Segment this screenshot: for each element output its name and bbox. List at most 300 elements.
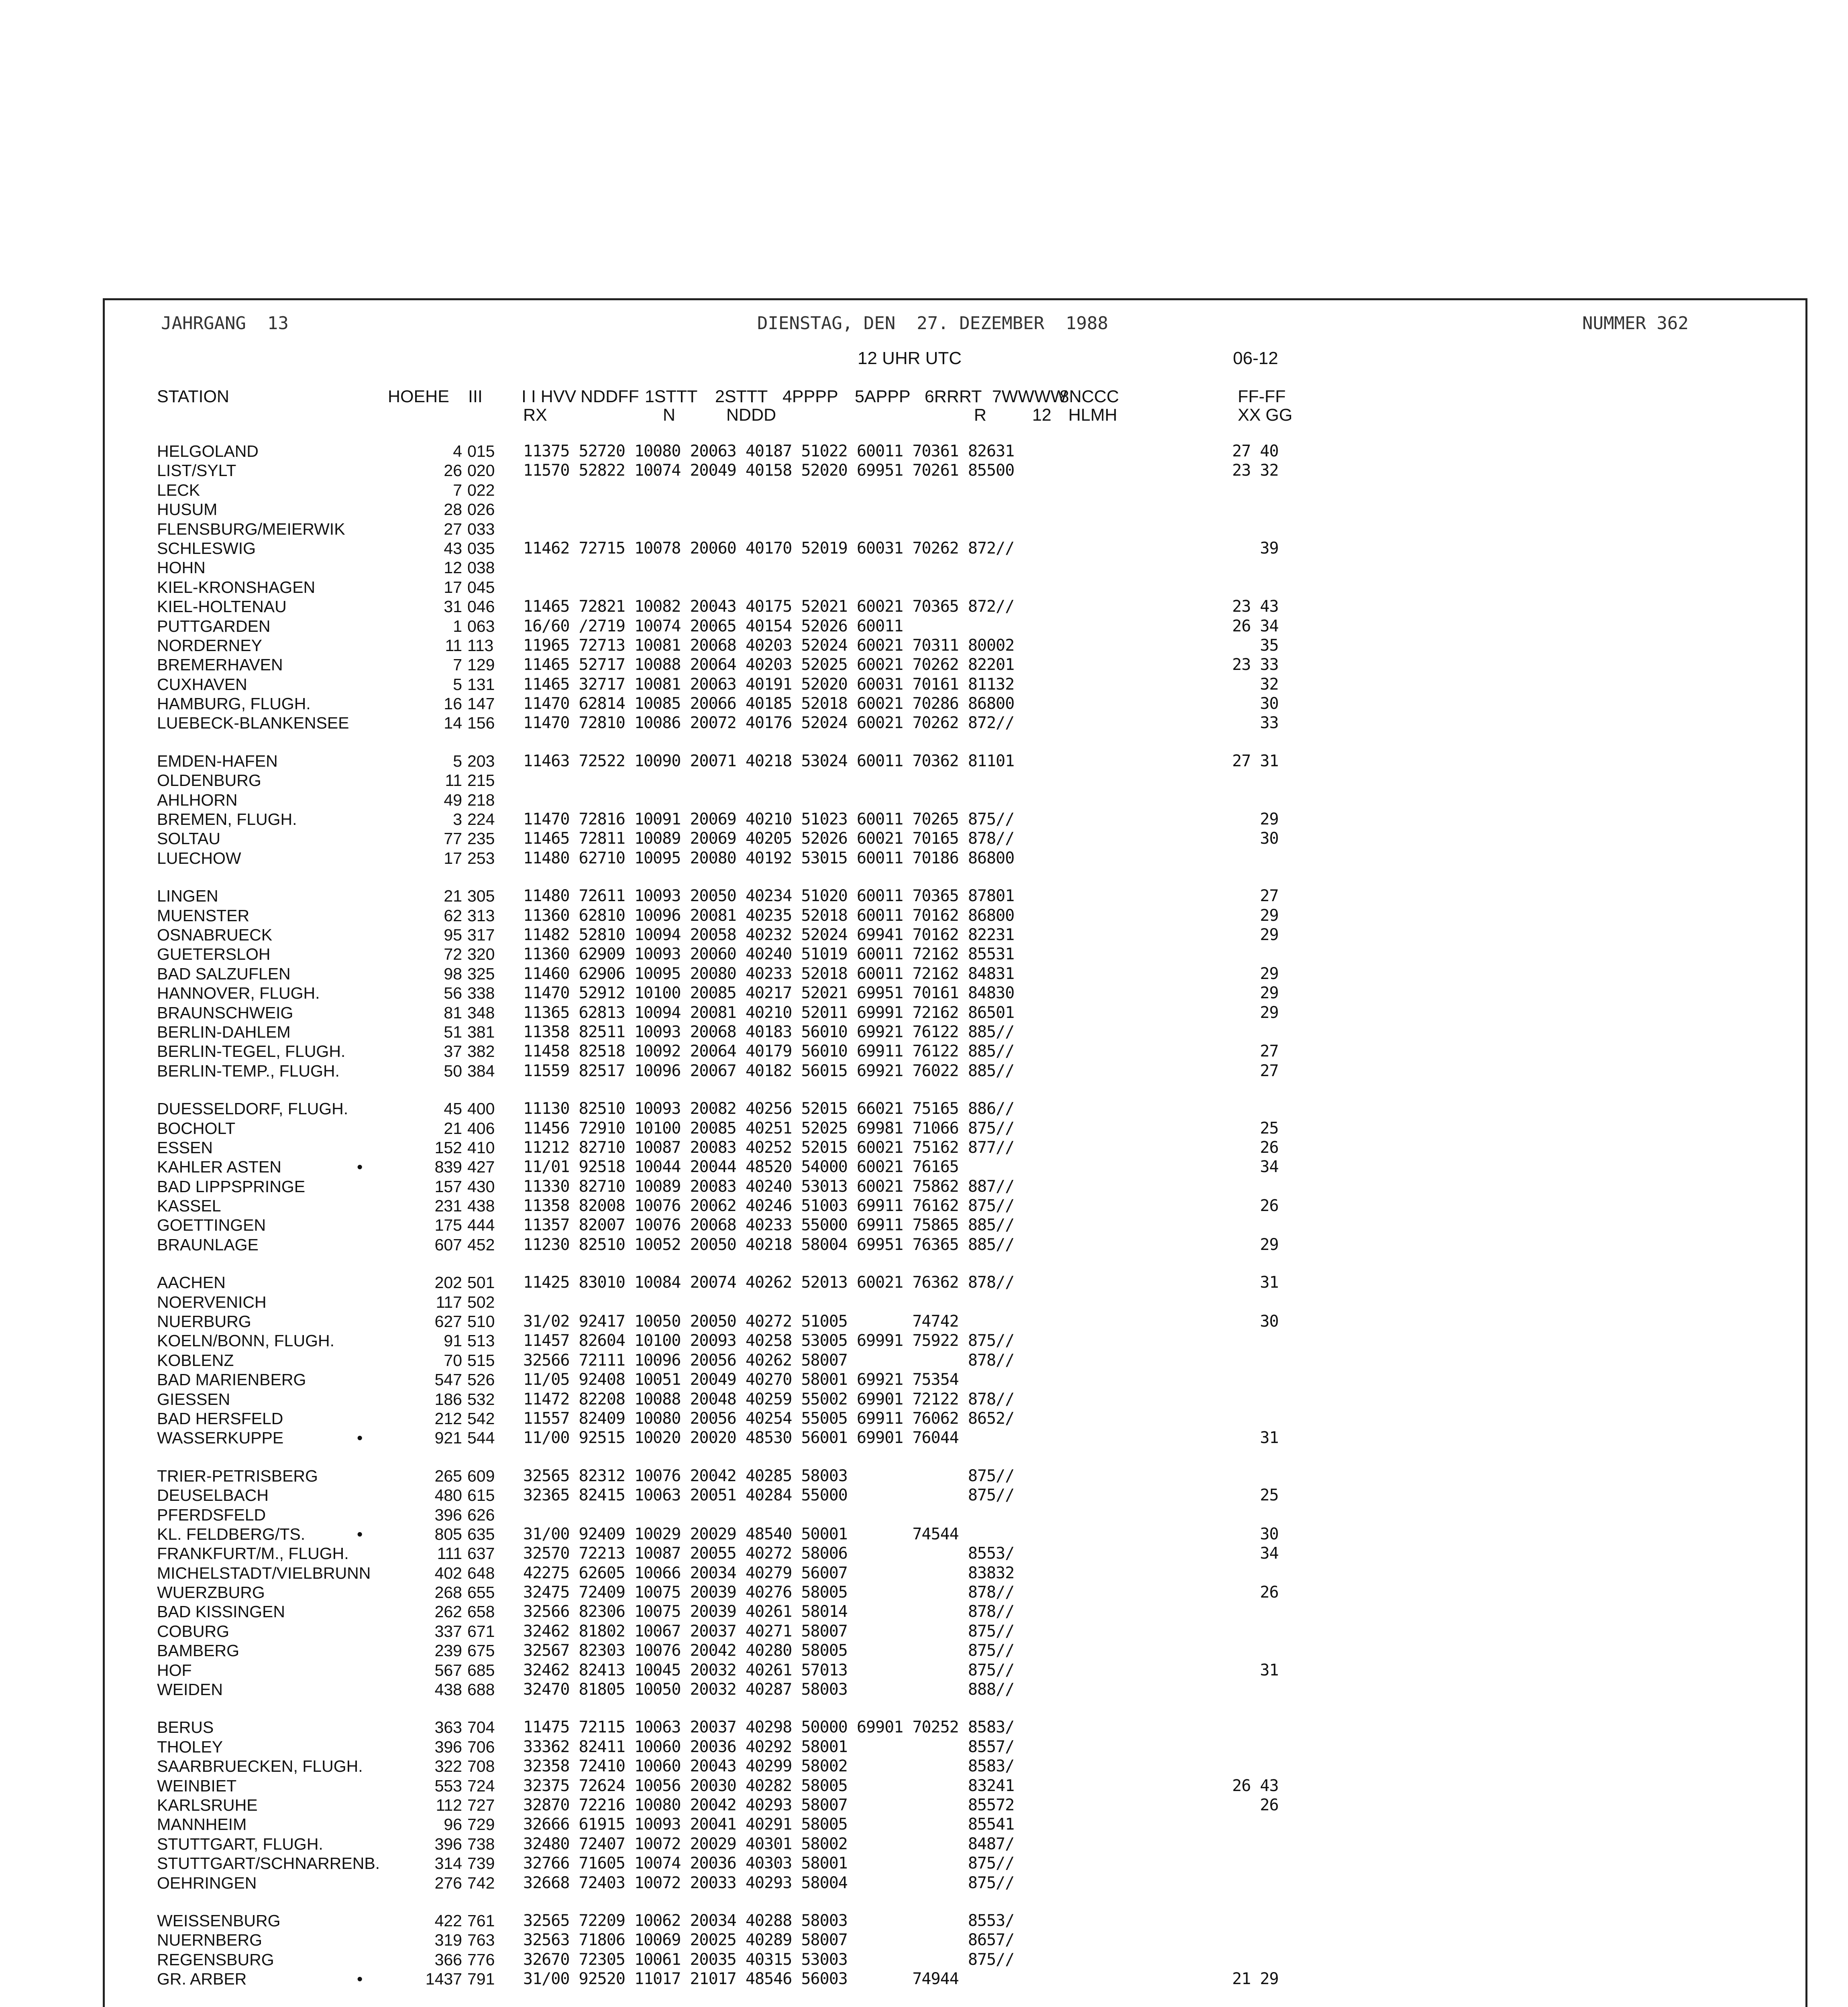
issue-date: DIENSTAG, DEN 27. DEZEMBER 1988 [757, 313, 1108, 334]
synop-groups: 11470 62814 10085 20066 40185 52018 60021 70286 86800 [523, 694, 1015, 713]
table-row [105, 790, 1805, 810]
station-id: 542 [467, 1409, 495, 1428]
synop-groups: 11462 72715 10078 20060 40170 52019 60031 70262 872// [523, 539, 1015, 558]
station-height: 70 [444, 1351, 462, 1370]
station-name: BRAUNLAGE [157, 1235, 259, 1254]
synop-groups: 32668 72403 10072 20033 40293 58004 875// [523, 1873, 1015, 1892]
station-height: 366 [434, 1950, 462, 1969]
table-row [105, 1177, 1805, 1196]
station-id: 513 [467, 1331, 495, 1350]
station-group [105, 1099, 1805, 1254]
station-id: 038 [467, 558, 495, 577]
table-row [105, 925, 1805, 944]
synop-groups: 11470 52912 10100 20085 40217 52021 69951 70161 84830 [523, 984, 1015, 1003]
synop-groups: 32365 82415 10063 20051 40284 55000 875// [523, 1486, 1015, 1505]
synop-groups: 32566 72111 10096 20056 40262 58007 878// [523, 1351, 1015, 1370]
station-name: DEUSELBACH [157, 1486, 269, 1505]
station-id: 444 [467, 1216, 495, 1235]
station-id: 325 [467, 964, 495, 983]
table-row [105, 1930, 1805, 1950]
synop-groups: 32475 72409 10075 20039 40276 58005 878// [523, 1583, 1015, 1602]
station-height: 627 [434, 1312, 462, 1331]
table-row [105, 1602, 1805, 1621]
station-name: HUSUM [157, 500, 218, 519]
station-height: 27 [444, 519, 462, 538]
station-id: 382 [467, 1042, 495, 1061]
col-nddff: NDDFF [581, 387, 639, 406]
table-row [105, 983, 1805, 1003]
station-id: 313 [467, 906, 495, 925]
station-id: 626 [467, 1505, 495, 1524]
station-name: AACHEN [157, 1273, 226, 1292]
synop-groups: 11425 83010 10084 20074 40262 52013 60021 76362 878// [523, 1273, 1015, 1292]
gust-values: 23 33 [1232, 655, 1279, 674]
station-height: 77 [444, 829, 462, 848]
table-row [105, 675, 1805, 694]
station-height: 95 [444, 925, 462, 944]
table-row [105, 539, 1805, 558]
station-name: EMDEN-HAFEN [157, 751, 278, 770]
col-6rrrt: 6RRRT [925, 387, 982, 406]
station-name: BERLIN-TEGEL, FLUGH. [157, 1042, 346, 1061]
table-row [105, 1486, 1805, 1505]
gust-values: 31 [1232, 1429, 1279, 1447]
gust-values: 34 [1232, 1544, 1279, 1563]
station-height: 231 [434, 1197, 462, 1215]
synop-groups: 31/00 92409 10029 20029 48540 50001 74544 [523, 1525, 959, 1543]
station-height: 157 [434, 1177, 462, 1196]
station-name: OEHRINGEN [157, 1873, 257, 1892]
station-name: ESSEN [157, 1138, 213, 1157]
synop-groups: 11465 32717 10081 20063 40191 52020 60031 70161 81132 [523, 675, 1015, 694]
station-name: REGENSBURG [157, 1950, 274, 1969]
station-id: 724 [467, 1776, 495, 1795]
station-height: 337 [434, 1622, 462, 1641]
table-row [105, 1563, 1805, 1583]
gust-values: 26 [1232, 1197, 1279, 1215]
gust-values: 26 [1232, 1138, 1279, 1157]
station-name: OSNABRUECK [157, 925, 273, 944]
station-height: 117 [436, 1293, 462, 1311]
station-name: KIEL-HOLTENAU [157, 597, 287, 616]
station-height: 396 [434, 1505, 462, 1524]
synop-groups: 11375 52720 10080 20063 40187 51022 60011 70361 82631 [523, 442, 1015, 460]
table-row [105, 1428, 1805, 1447]
col-iii: III [468, 387, 483, 406]
station-id: 706 [467, 1737, 495, 1756]
synop-groups: 11330 82710 10089 20083 40240 53013 60021 75862 887// [523, 1177, 1015, 1196]
table-row [105, 1911, 1805, 1930]
station-id: 348 [467, 1003, 495, 1022]
col-xxgg: XX GG [1238, 405, 1293, 425]
table-row [105, 1641, 1805, 1660]
table-row [105, 655, 1805, 674]
table-row [105, 1119, 1805, 1138]
table-row [105, 1061, 1805, 1081]
station-group [105, 886, 1805, 1081]
synop-groups: 11559 82517 10096 20067 40182 56015 69921 76022 885// [523, 1061, 1015, 1080]
synop-groups: 11/01 92518 10044 20044 48520 54000 60021 76165 [523, 1158, 959, 1177]
table-row [105, 1390, 1805, 1409]
gust-values: 29 [1232, 1003, 1279, 1022]
synop-groups: 11360 62810 10096 20081 40235 52018 60011 70162 86800 [523, 906, 1015, 925]
gust-values: 39 [1232, 539, 1279, 558]
station-name: HELGOLAND [157, 442, 259, 460]
station-name: BREMEN, FLUGH. [157, 810, 297, 829]
table-row [105, 578, 1805, 597]
col-7wwww: 7WWWW [992, 387, 1067, 406]
station-id: 658 [467, 1602, 495, 1621]
station-id: 729 [467, 1815, 495, 1834]
gust-values: 29 [1232, 810, 1279, 829]
station-id: 609 [467, 1466, 495, 1485]
synop-groups: 32563 71806 10069 20025 40289 58007 8657/ [523, 1931, 1015, 1950]
synop-groups: 32567 82303 10076 20042 40280 58005 875// [523, 1641, 1015, 1660]
table-row [105, 906, 1805, 925]
station-id: 502 [467, 1293, 495, 1311]
station-id: 317 [467, 925, 495, 944]
table-row [105, 1042, 1805, 1061]
synop-groups: 32565 82312 10076 20042 40285 58003 875// [523, 1466, 1015, 1485]
table-row [105, 849, 1805, 868]
station-height: 112 [436, 1796, 462, 1814]
table-row [105, 442, 1805, 461]
station-name: FRANKFURT/M., FLUGH. [157, 1544, 349, 1563]
station-height: 51 [444, 1022, 462, 1041]
station-height: 12 [444, 558, 462, 577]
col-4pppp: 4PPPP [782, 387, 838, 406]
station-id: 033 [467, 519, 495, 538]
station-name: KIEL-KRONSHAGEN [157, 578, 316, 596]
station-height: 567 [434, 1661, 462, 1679]
station-name: SOLTAU [157, 829, 220, 848]
synop-groups: 11480 62710 10095 20080 40192 53015 60011 70186 86800 [523, 849, 1015, 867]
station-name: GOETTINGEN [157, 1216, 266, 1235]
station-height: 98 [444, 964, 462, 983]
gust-values: 23 43 [1232, 597, 1279, 616]
station-height: 314 [434, 1854, 462, 1873]
station-name: WEISSENBURG [157, 1911, 281, 1930]
station-id: 384 [467, 1061, 495, 1080]
table-row [105, 1099, 1805, 1118]
table-row [105, 1466, 1805, 1486]
station-name: KOBLENZ [157, 1351, 234, 1370]
mountain-marker: • [357, 1525, 363, 1543]
station-height: 11 [445, 771, 462, 790]
table-row [105, 1351, 1805, 1370]
station-id: 147 [467, 694, 495, 713]
station-height: 839 [434, 1158, 462, 1177]
table-row [105, 1293, 1805, 1312]
station-group [105, 1273, 1805, 1448]
synop-groups: 11965 72713 10081 20068 40203 52024 60021 70311 80002 [523, 636, 1015, 655]
synop-groups: 32470 81805 10050 20032 40287 58003 888// [523, 1680, 1015, 1699]
table-row [105, 1331, 1805, 1350]
synop-groups: 32480 72407 10072 20029 40301 58002 8487/ [523, 1834, 1015, 1853]
station-id: 253 [467, 849, 495, 867]
station-name: STUTTGART/SCHNARRENB. [157, 1854, 380, 1873]
station-name: HAMBURG, FLUGH. [157, 694, 311, 713]
station-name: SAARBRUECKEN, FLUGH. [157, 1757, 363, 1776]
table-row [105, 480, 1805, 500]
table-row [105, 751, 1805, 771]
station-id: 655 [467, 1583, 495, 1602]
station-height: 26 [444, 461, 462, 480]
synop-groups: 11457 82604 10100 20093 40258 53005 69991 75922 875// [523, 1331, 1015, 1350]
station-id: 526 [467, 1370, 495, 1389]
gust-time-window: 06-12 [1233, 348, 1278, 368]
table-row [105, 964, 1805, 983]
synop-groups: 32375 72624 10056 20030 40282 58005 83241 [523, 1776, 1015, 1795]
station-height: 921 [434, 1429, 462, 1447]
synop-groups: 33362 82411 10060 20036 40292 58001 8557/ [523, 1737, 1015, 1756]
station-name: LINGEN [157, 887, 218, 906]
station-height: 37 [444, 1042, 462, 1061]
station-id: 671 [467, 1622, 495, 1641]
station-height: 5 [453, 751, 462, 770]
station-height: 1 [453, 617, 462, 635]
table-row [105, 1776, 1805, 1795]
station-id: 338 [467, 984, 495, 1003]
station-id: 615 [467, 1486, 495, 1505]
station-name: MUENSTER [157, 906, 250, 925]
station-name: BERLIN-TEMP., FLUGH. [157, 1061, 340, 1080]
station-height: 43 [444, 539, 462, 558]
mountain-marker: • [357, 1429, 363, 1447]
station-height: 175 [434, 1216, 462, 1235]
gust-values: 29 [1232, 1235, 1279, 1254]
station-name: KASSEL [157, 1197, 221, 1215]
station-id: 406 [467, 1119, 495, 1138]
table-row [105, 1718, 1805, 1737]
gust-values: 27 [1232, 1061, 1279, 1080]
station-height: 50 [444, 1061, 462, 1080]
station-id: 045 [467, 578, 495, 596]
col-ihvv: I I HVV [522, 387, 577, 406]
station-name: WEIDEN [157, 1680, 223, 1699]
station-name: WASSERKUPPE [157, 1429, 284, 1447]
synop-groups: 32666 61915 10093 20041 40291 58005 85541 [523, 1815, 1015, 1834]
station-height: 4 [453, 442, 462, 460]
table-row [105, 1815, 1805, 1834]
gust-values: 21 29 [1232, 1970, 1279, 1989]
station-name: MANNHEIM [157, 1815, 247, 1834]
table-row [105, 1737, 1805, 1757]
table-row [105, 1950, 1805, 1969]
station-height: 7 [453, 655, 462, 674]
table-row [105, 1003, 1805, 1022]
station-id: 203 [467, 751, 495, 770]
table-row [105, 617, 1805, 636]
station-height: 402 [434, 1563, 462, 1582]
station-name: HANNOVER, FLUGH. [157, 984, 320, 1003]
station-id: 410 [467, 1138, 495, 1157]
col-r: R [974, 405, 987, 425]
station-name: SCHLESWIG [157, 539, 256, 558]
station-height: 17 [444, 849, 462, 867]
station-id: 763 [467, 1931, 495, 1950]
station-id: 742 [467, 1873, 495, 1892]
station-name: KARLSRUHE [157, 1796, 258, 1814]
station-height: 152 [434, 1138, 462, 1157]
table-row [105, 1312, 1805, 1331]
station-name: BREMERHAVEN [157, 655, 283, 674]
table-row [105, 1969, 1805, 1989]
station-id: 129 [467, 655, 495, 674]
station-name: FLENSBURG/MEIERWIK [157, 519, 345, 538]
station-id: 727 [467, 1796, 495, 1814]
table-row [105, 1795, 1805, 1815]
station-id: 015 [467, 442, 495, 460]
station-id: 791 [467, 1970, 495, 1989]
station-name: NORDERNEY [157, 636, 262, 655]
col-2sttt: 2STTT [715, 387, 768, 406]
col-rx: RX [523, 405, 547, 425]
station-height: 31 [444, 597, 462, 616]
station-height: 5 [453, 675, 462, 694]
synop-groups: 11557 82409 10080 20056 40254 55005 69911 76062 8652/ [523, 1409, 1015, 1428]
observation-time: 12 UHR UTC [858, 348, 962, 368]
station-height: 212 [434, 1409, 462, 1428]
station-name: TRIER-PETRISBERG [157, 1466, 318, 1485]
table-row [105, 597, 1805, 616]
station-name: PUTTGARDEN [157, 617, 271, 635]
station-id: 046 [467, 597, 495, 616]
station-height: 81 [444, 1003, 462, 1022]
synop-groups: 32870 72216 10080 20042 40293 58007 85572 [523, 1796, 1015, 1814]
col-ffff: FF-FF [1238, 387, 1286, 406]
station-name: WEINBIET [157, 1776, 237, 1795]
station-name: HOHN [157, 558, 206, 577]
synop-groups: 32570 72213 10087 20055 40272 58006 8553/ [523, 1544, 1015, 1563]
station-id: 020 [467, 461, 495, 480]
station-table [105, 442, 1805, 2007]
synop-groups: 11460 62906 10095 20080 40233 52018 60011 72162 84831 [523, 964, 1015, 983]
station-group [105, 751, 1805, 868]
station-id: 218 [467, 790, 495, 809]
station-id: 637 [467, 1544, 495, 1563]
station-height: 422 [434, 1911, 462, 1930]
table-row [105, 1757, 1805, 1776]
synop-groups: 16/60 /2719 10074 20065 40154 52026 60011 [523, 617, 903, 635]
station-height: 96 [444, 1815, 462, 1834]
gust-values: 29 [1232, 964, 1279, 983]
col-nddd: NDDD [726, 405, 776, 425]
station-height: 607 [434, 1235, 462, 1254]
table-row [105, 1215, 1805, 1235]
station-id: 635 [467, 1525, 495, 1543]
synop-groups: 11/05 92408 10051 20049 40270 58001 69921 75354 [523, 1370, 959, 1389]
station-name: LECK [157, 480, 200, 499]
gust-values: 31 [1232, 1661, 1279, 1679]
station-group [105, 1911, 1805, 1989]
station-id: 156 [467, 714, 495, 733]
station-id: 648 [467, 1563, 495, 1582]
table-row [105, 1235, 1805, 1254]
station-id: 501 [467, 1273, 495, 1292]
report-sheet [103, 298, 1807, 2007]
station-name: BAD LIPPSPRINGE [157, 1177, 306, 1196]
synop-groups: 11480 72611 10093 20050 40234 51020 60011 70365 87801 [523, 887, 1015, 906]
station-height: 547 [434, 1370, 462, 1389]
station-height: 276 [434, 1873, 462, 1892]
station-height: 14 [444, 714, 462, 733]
station-height: 322 [434, 1757, 462, 1776]
station-name: LUECHOW [157, 849, 241, 867]
station-height: 111 [437, 1544, 462, 1563]
station-id: 381 [467, 1022, 495, 1041]
station-name: WUERZBURG [157, 1583, 265, 1602]
station-height: 3 [453, 810, 462, 829]
station-id: 400 [467, 1099, 495, 1118]
synop-groups: 11357 82007 10076 20068 40233 55000 69911 75865 885// [523, 1216, 1015, 1235]
gust-values: 23 32 [1232, 461, 1279, 480]
station-id: 026 [467, 500, 495, 519]
gust-values: 31 [1232, 1273, 1279, 1292]
station-name: GIESSEN [157, 1390, 230, 1409]
station-id: 235 [467, 829, 495, 848]
gust-values: 35 [1232, 636, 1279, 655]
station-id: 761 [467, 1911, 495, 1930]
station-height: 363 [434, 1718, 462, 1737]
station-name: KOELN/BONN, FLUGH. [157, 1331, 334, 1350]
station-name: BRAUNSCHWEIG [157, 1003, 293, 1022]
table-row [105, 1834, 1805, 1854]
station-height: 262 [434, 1602, 462, 1621]
synop-groups: 11465 72811 10089 20069 40205 52026 60021 70165 878// [523, 829, 1015, 848]
col-8nccc: 8NCCC [1059, 387, 1119, 406]
station-height: 805 [434, 1525, 462, 1543]
gust-values: 27 31 [1232, 751, 1279, 770]
gust-values: 25 [1232, 1486, 1279, 1505]
table-row [105, 1157, 1805, 1177]
table-row [105, 694, 1805, 713]
station-name: NUERNBERG [157, 1931, 262, 1950]
station-group [105, 1466, 1805, 1700]
table-row [105, 1525, 1805, 1544]
gust-values: 30 [1232, 829, 1279, 848]
station-name: LUEBECK-BLANKENSEE [157, 714, 349, 733]
synop-groups: 11358 82511 10093 20068 40183 56010 69921 76122 885// [523, 1022, 1015, 1041]
station-height: 438 [434, 1680, 462, 1699]
station-height: 239 [434, 1641, 462, 1660]
synop-groups: 32670 72305 10061 20035 40315 53003 875// [523, 1950, 1015, 1969]
station-id: 438 [467, 1197, 495, 1215]
station-name: MICHELSTADT/VIELBRUNN [157, 1563, 371, 1582]
mountain-marker: • [357, 1158, 363, 1177]
synop-groups: 11456 72910 10100 20085 40251 52025 69981 71066 875// [523, 1119, 1015, 1138]
synop-groups: 11463 72522 10090 20071 40218 53024 60011 70362 81101 [523, 751, 1015, 770]
synop-groups: 11470 72816 10091 20069 40210 51023 60011 70265 875// [523, 810, 1015, 829]
station-id: 685 [467, 1661, 495, 1679]
station-id: 452 [467, 1235, 495, 1254]
station-id: 320 [467, 945, 495, 964]
station-name: PFERDSFELD [157, 1505, 266, 1524]
gust-values: 30 [1232, 694, 1279, 713]
table-row [105, 1196, 1805, 1215]
station-id: 305 [467, 887, 495, 906]
station-name: BAD HERSFELD [157, 1409, 283, 1428]
gust-values: 26 [1232, 1583, 1279, 1602]
table-row [105, 944, 1805, 964]
table-row [105, 829, 1805, 848]
synop-groups: 42275 62605 10066 20034 40279 56007 83832 [523, 1563, 1015, 1582]
station-name: BERLIN-DAHLEM [157, 1022, 291, 1041]
station-id: 776 [467, 1950, 495, 1969]
synop-groups: 11212 82710 10087 20083 40252 52015 60021 75162 877// [523, 1138, 1015, 1157]
col-hlmh: HLMH [1068, 405, 1117, 425]
station-name: LIST/SYLT [157, 461, 236, 480]
